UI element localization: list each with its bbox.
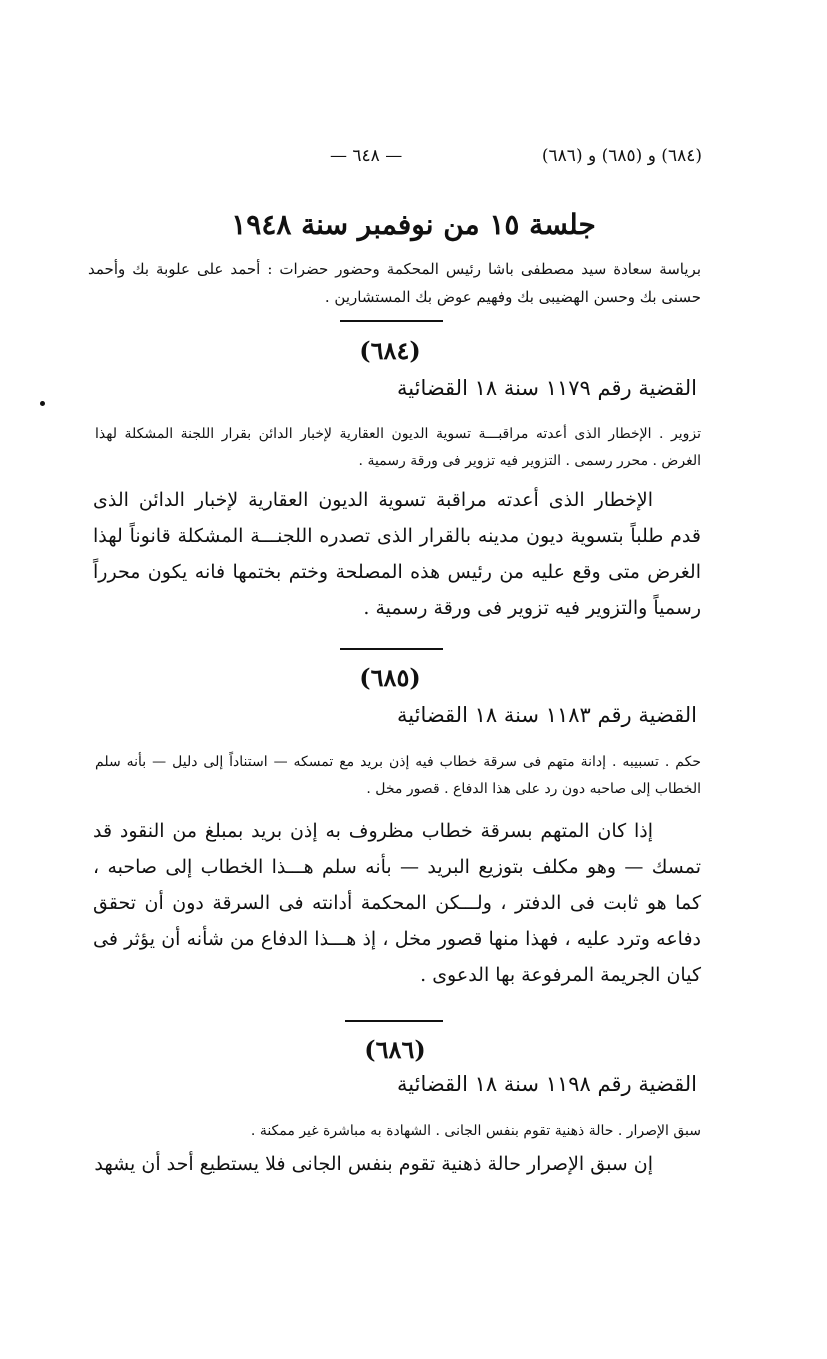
case-summary: سبق الإصرار . حالة ذهنية تقوم بنفس الجانى . الشهادة به مباشرة غير ممكنة . — [250, 1123, 701, 1139]
session-presidency: برياسة سعادة سيد مصطفى باشا رئيس المحكمة وحضور حضرات : أحمد على علوبة بك وأحمد حسنى بك وحسن الهضيبى بك وفهيم عوض بك المستشارين . — [88, 260, 701, 306]
case-summary: تزوير . الإخطار الذى أعدته مراقبـــة تسوية الديون العقارية لإخبار الدائن بقرار اللجنة المشكلة لهذا الغرض . محرر رسمى . التزوير فيه تزوير فى ورقة رسمية . — [95, 426, 701, 469]
running-header — [330, 140, 702, 174]
case-reference: القضية رقم ١١٨٣ سنة ١٨ القضائية — [397, 703, 697, 727]
case-body — [93, 482, 701, 626]
header-case-range: (٦٨٤) و (٦٨٥) و (٦٨٦) — [541, 146, 702, 166]
case-body-text: إذا كان المتهم بسرقة خطاب مظروف به إذن بريد بمبلغ من النقود قد تمسك — وهو مكلف بتوزيع البريد — بأنه سلم هـــذا الخطاب إلى صاحبه ، كما هو ثابت فى الدفتر ، ولـــكن المحكمة أدانته فى السرقة دون أن تحقق دفاعه وترد عليه ، فهذا منها قصور مخل ، إذ هـــذا الدفاع من شأنه أن يؤثر فى كيان الجريمة المرفوعة بها الدعوى . — [93, 820, 701, 986]
page-number: — ٦٤٨ — — [330, 146, 403, 166]
case-number: (٦٨٤) — [359, 336, 421, 365]
case-reference: القضية رقم ١١٩٨ سنة ١٨ القضائية — [397, 1072, 697, 1096]
margin-mark — [40, 401, 45, 406]
case-summary: حكم . تسبيبه . إدانة متهم فى سرقة خطاب فيه إذن بريد مع تمسكه — استناداً إلى دليل — بأنه سلم الخطاب إلى صاحبه دون رد على هذا الدفاع . قصور مخل . — [95, 754, 701, 797]
case-body-text: إن سبق الإصرار حالة ذهنية تقوم بنفس الجانى فلا يستطيع أحد أن يشهد — [94, 1153, 653, 1175]
case-number: (٦٨٥) — [359, 663, 421, 692]
case-body — [93, 1146, 701, 1182]
case-body — [93, 813, 701, 993]
section-divider — [340, 320, 443, 322]
section-divider — [340, 648, 443, 650]
section-divider — [345, 1020, 443, 1022]
case-body-text: الإخطار الذى أعدته مراقبة تسوية الديون العقارية لإخبار الدائن الذى قدم طلباً بتسوية ديون مدينه بالقرار الذى تصدره اللجنـــة المشكلة قانوناً لهذا الغرض متى وقع عليه من رئيس هذه المصلحة وختم بختمها فانه يكون محرراً رسمياً والتزوير فيه تزوير فى ورقة رسمية . — [93, 489, 701, 619]
case-number: (٦٨٦) — [364, 1035, 426, 1064]
session-title: جلسة ١٥ من نوفمبر سنة ١٩٤٨ — [231, 208, 596, 241]
case-reference: القضية رقم ١١٧٩ سنة ١٨ القضائية — [397, 376, 697, 400]
